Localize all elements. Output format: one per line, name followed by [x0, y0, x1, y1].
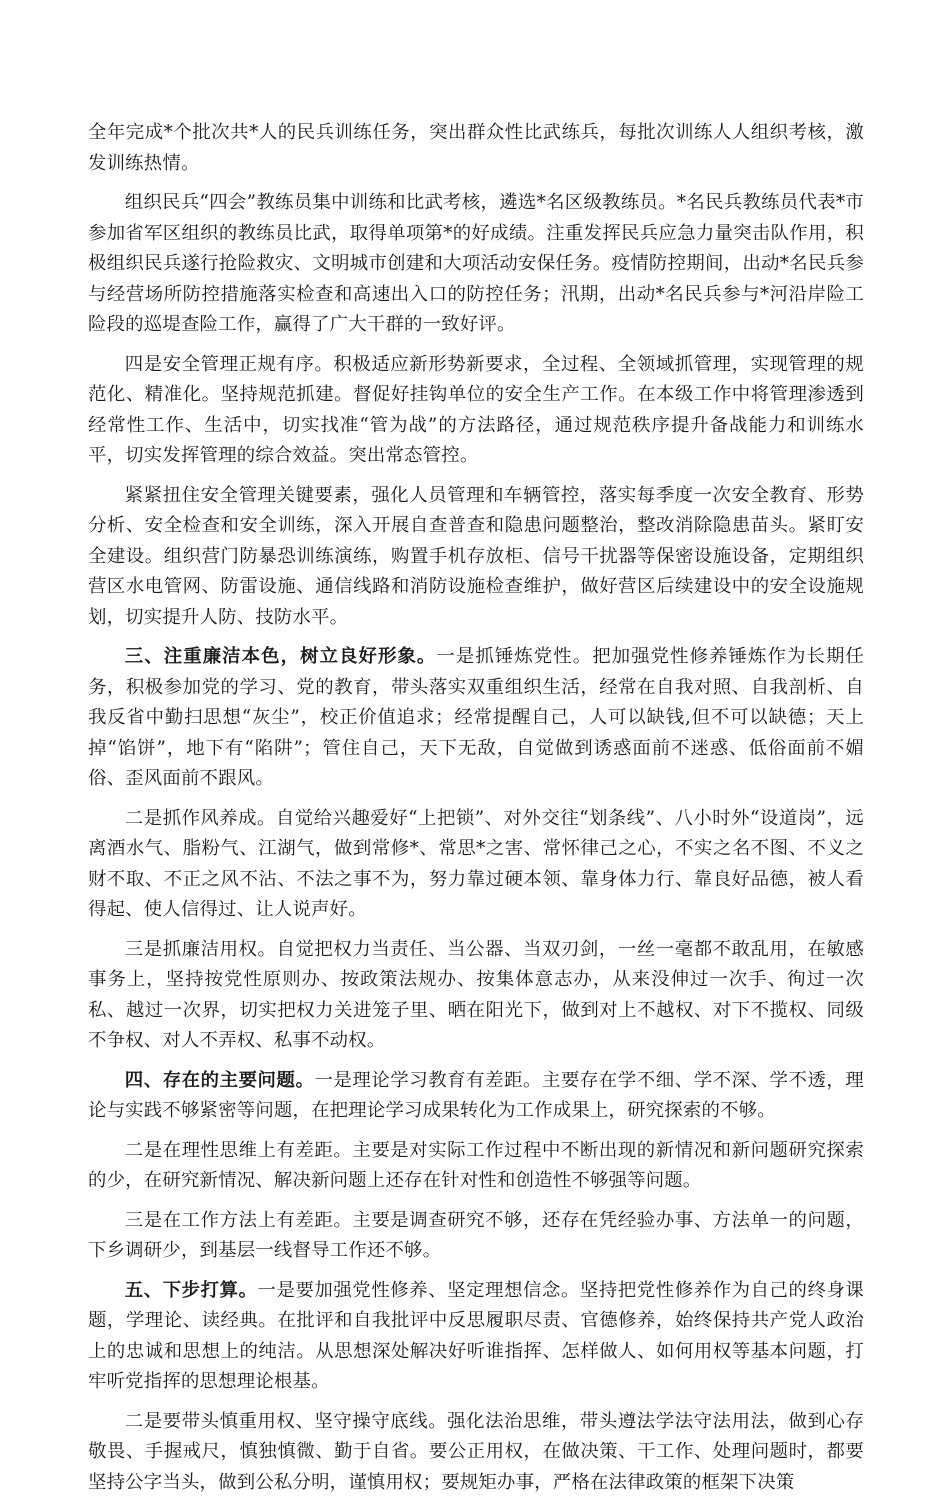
paragraph-text: 二是在理性思维上有差距。主要是对实际工作过程中不断出现的新情况和新问题研究探索的少，在研究新情况、解决新问题上还存在针对性和创造性不够强等问题。 [88, 1139, 864, 1191]
section-heading: 三、注重廉洁本色，树立良好形象。 [124, 646, 437, 667]
section-heading: 四、存在的主要问题。 [124, 1069, 315, 1091]
paragraph-2 [88, 188, 864, 341]
paragraph-11 [88, 1276, 864, 1398]
paragraph-text: 组织民兵“四会”教练员集中训练和比武考核，遴选*名区级教练员。*名民兵教练员代表*市参加省军区组织的教练员比武，取得单项第*的好成绩。注重发挥民兵应急力量突击队作用，积极组织民兵遂行抢险救灾、文明城市创建和大项活动安保任务。疫情防控期间，出动*名民兵参与经营场所防控措施落实检查和高速出入口的防控任务；汛期，出动*名民兵参与*河沿岸险工险段的巡堤查险工作，赢得了广大干群的一致好评。 [88, 192, 864, 335]
paragraph-text: 二是要带头慎重用权、坚守操守底线。强化法治思维，带头遵法学法守法用法，做到心存敬畏、手握戒尺，慎独慎微、勤于自省。要公正用权，在做决策、干工作、处理问题时，都要坚持公字当头，做到公私分明，谨慎用权；要规矩办事，严格在法律政策的框架下决策 [88, 1410, 864, 1493]
paragraph-text: 四是安全管理正规有序。积极适应新形势新要求，全过程、全领域抓管理，实现管理的规范化、精准化。坚持规范抓建。督促好挂钩单位的安全生产工作。在本级工作中将管理渗透到经常性工作、生活中，切实找准“管为战”的方法路径，通过规范秩序提升备战能力和训练水平，切实发挥管理的综合效益。突出常态管控。 [88, 353, 864, 466]
paragraph-text: 一是要加强党性修养、坚定理想信念。坚持把党性修养作为自己的终身课题，学理论、读经典。在批评和自我批评中反思履职尽责、官德修养，始终保持共产党人政治上的忠诚和思想上的纯洁。从思想深处解决好听谁指挥、怎样做人、如何用权等基本问题，打牢听党指挥的思想理论根基。 [88, 1279, 864, 1392]
paragraph-text: 一是理论学习教育有差距。主要存在学不细、学不深、学不透，理论与实践不够紧密等问题，在把理论学习成果转化为工作成果上，研究探索的不够。 [88, 1069, 864, 1121]
paragraph-text: 紧紧扭住安全管理关键要素，强化人员管理和车辆管控，落实每季度一次安全教育、形势分析、安全检查和安全训练，深入开展自查普查和隐患问题整治，整改消除隐患苗头。紧盯安全建设。组织营门防暴恐训练演练，购置手机存放柜、信号干扰器等保密设施设备，定期组织营区水电管网、防雷设施、通信线路和消防设施检查维护，做好营区后续建设中的安全设施规划，切实提升人防、技防水平。 [88, 484, 864, 628]
paragraph-text: 二是抓作风养成。自觉给兴趣爱好“上把锁”、对外交往“划条线”、八小时外“设道岗”，远离酒水气、脂粉气、江湖气，做到常修*、常思*之害、常怀律己之心，不实之名不图、不义之财不取、不正之风不沾、不法之事不为，努力靠过硬本领、靠身体力行、靠良好品德，被人看得起、使人信得过、让人说声好。 [88, 807, 864, 920]
paragraph-text: 全年完成*个批次共*人的民兵训练任务，突出群众性比武练兵，每批次训练人人组织考核，激发训练热情。 [88, 122, 864, 174]
paragraph-text: 三是抓廉洁用权。自觉把权力当责任、当公器、当双刃剑，一丝一毫都不敢乱用，在敏感事务上，坚持按党性原则办、按政策法规办、按集体意志办，从来没伸过一次手、徇过一次私、越过一次界，切实把权力关进笼子里、晒在阳光下，做到对上不越权、对下不揽权、同级不争权、对人不弄权、私事不动权。 [88, 938, 864, 1051]
paragraph-1 [88, 118, 864, 179]
paragraph-10 [88, 1206, 864, 1267]
document-page [88, 118, 864, 1507]
paragraph-text: 三是在工作方法上有差距。主要是调查研究不够，还存在凭经验办事、方法单一的问题，下乡调研少，到基层一线督导工作还不够。 [88, 1209, 864, 1261]
paragraph-text: 一是抓锤炼党性。把加强党性修养锤炼作为长期任务，积极参加党的学习、党的教育，带头落实双重组织生活，经常在自我对照、自我剖析、自我反省中勤扫思想“灰尘”，校正价值追求；经常提醒自己，人可以缺钱,但不可以缺德；天上掉“馅饼”，地下有“陷阱”；管住自己，天下无敌，自觉做到诱惑面前不迷惑、低俗面前不媚俗、歪风面前不跟风。 [88, 646, 865, 789]
paragraph-4 [88, 481, 864, 634]
paragraph-9 [88, 1136, 864, 1197]
paragraph-12 [88, 1407, 864, 1499]
paragraph-6 [88, 804, 864, 926]
section-heading: 五、下步打算。 [124, 1279, 258, 1301]
paragraph-3 [88, 350, 864, 472]
paragraph-8 [88, 1066, 864, 1127]
paragraph-7 [88, 935, 864, 1057]
paragraph-5 [88, 642, 864, 795]
